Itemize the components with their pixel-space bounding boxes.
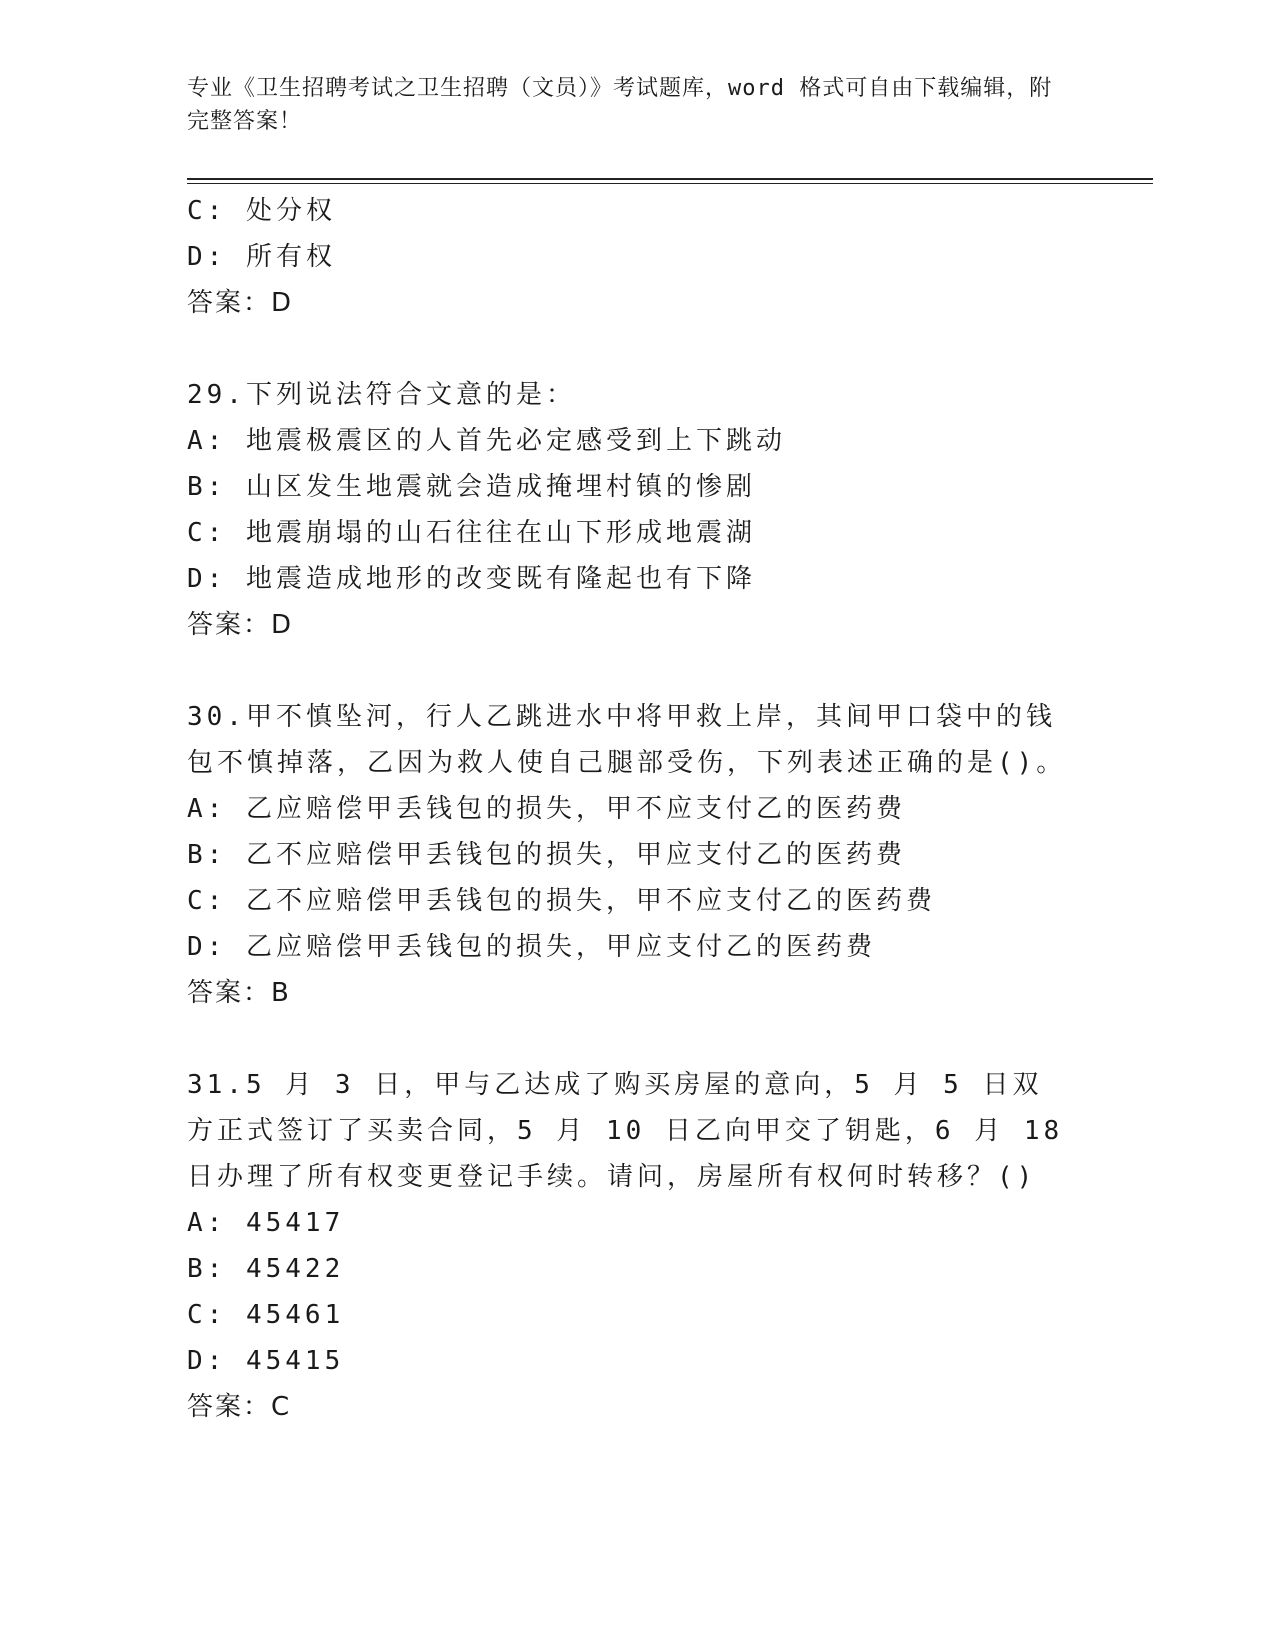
answer-line: 答案：C: [187, 1392, 292, 1422]
header-divider-thin: [187, 183, 1153, 184]
answer-line: 答案：B: [187, 978, 291, 1008]
question-text: 31.5 月 3 日，甲与乙达成了购买房屋的意向，5 月 5 日双方正式签订了买卖合同，5 月 10 日乙向甲交了钥匙，6 月 18 日办理了所有权变更登记手续。请问，房屋所有权何时转移？(): [187, 1070, 1064, 1192]
option-a: A: 45417: [187, 1208, 345, 1238]
option-d: D: 地震造成地形的改变既有隆起也有下降: [187, 564, 756, 594]
option-b: B: 45422: [187, 1254, 345, 1284]
question-text: 30.甲不慎坠河，行人乙跳进水中将甲救上岸，其间甲口袋中的钱包不慎掉落，乙因为救人使自己腿部受伤，下列表述正确的是()。: [187, 702, 1067, 778]
option-c: C: 乙不应赔偿甲丢钱包的损失，甲不应支付乙的医药费: [187, 886, 936, 916]
question-29: [187, 372, 1067, 648]
spacer: [187, 648, 1067, 694]
option-b: B: 乙不应赔偿甲丢钱包的损失，甲应支付乙的医药费: [187, 840, 906, 870]
answer-line: 答案：D: [187, 288, 294, 318]
option-c: C: 45461: [187, 1300, 345, 1330]
option-b: B: 山区发生地震就会造成掩埋村镇的惨剧: [187, 472, 756, 502]
document-header: 专业《卫生招聘考试之卫生招聘（文员）》考试题库，word 格式可自由下载编辑，附完整答案！: [187, 76, 1053, 134]
question-text: 29.下列说法符合文意的是：: [187, 380, 576, 410]
carryover-block: [187, 188, 1067, 326]
question-30: [187, 694, 1067, 1016]
header-divider-thick: [187, 178, 1153, 180]
spacer: [187, 326, 1067, 372]
spacer: [187, 1016, 1067, 1062]
question-31: [187, 1062, 1067, 1430]
option-d: D: 乙应赔偿甲丢钱包的损失，甲应支付乙的医药费: [187, 932, 876, 962]
option-a: A: 地震极震区的人首先必定感受到上下跳动: [187, 426, 786, 456]
question-list: [187, 188, 1067, 1430]
answer-line: 答案：D: [187, 610, 294, 640]
option-a: A: 乙应赔偿甲丢钱包的损失，甲不应支付乙的医药费: [187, 794, 906, 824]
option-d: D: 所有权: [187, 242, 336, 272]
option-c: C: 处分权: [187, 196, 336, 226]
option-c: C: 地震崩塌的山石往往在山下形成地震湖: [187, 518, 756, 548]
option-d: D: 45415: [187, 1346, 345, 1376]
